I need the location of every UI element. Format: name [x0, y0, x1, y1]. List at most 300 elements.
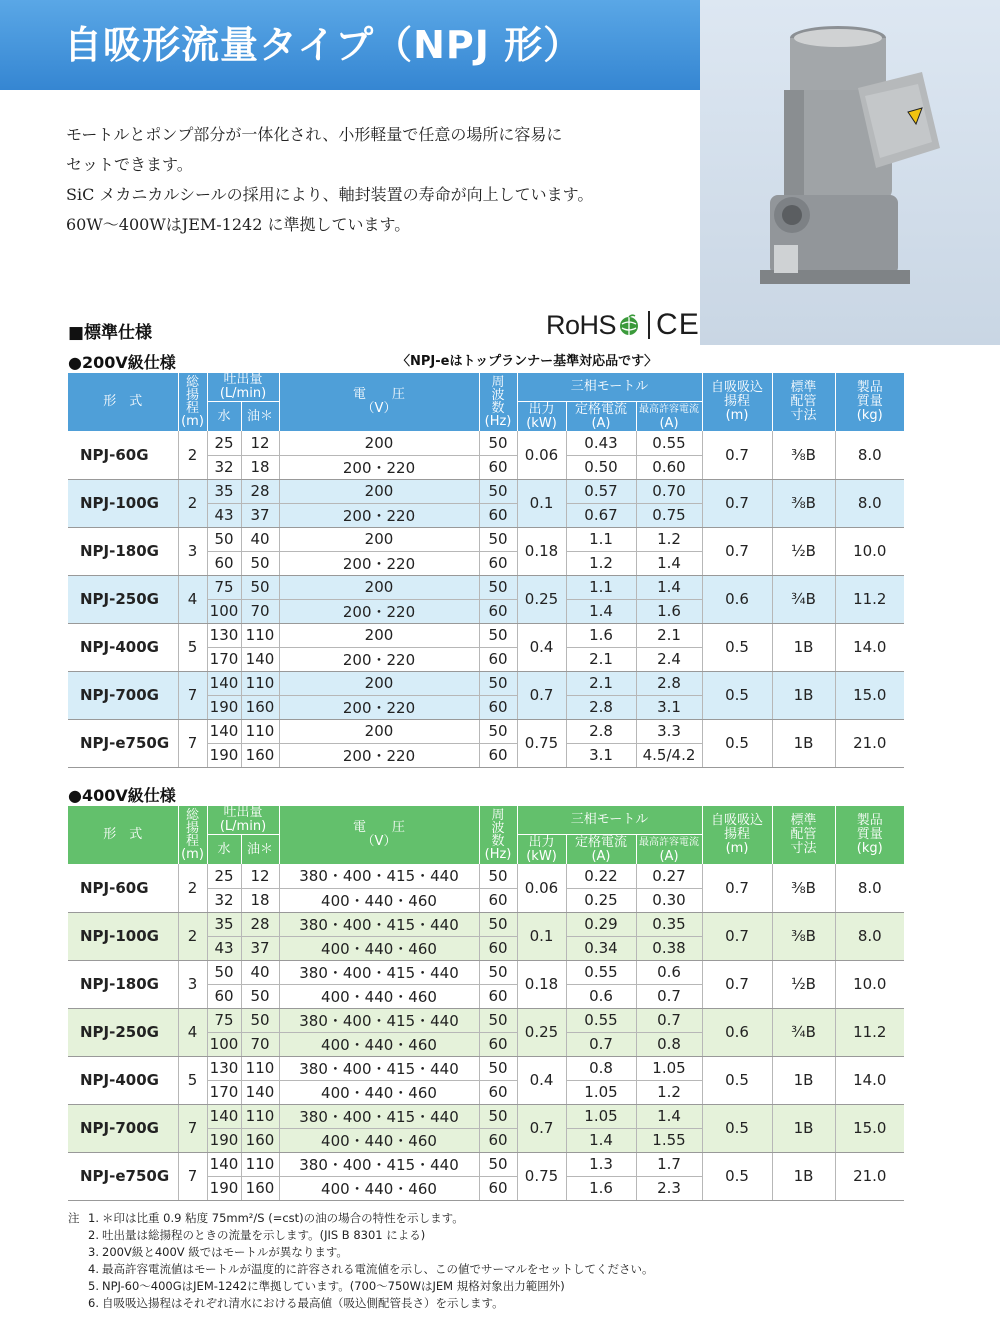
- max-current-cell: 0.35: [636, 912, 702, 936]
- oil-cell: 50: [241, 575, 279, 599]
- header-label: （V）: [361, 834, 397, 849]
- header-rated-current: [566, 402, 636, 432]
- mass-cell: 14.0: [835, 623, 904, 671]
- rated-current-cell: 1.6: [566, 1176, 636, 1200]
- mass-cell: 11.2: [835, 575, 904, 623]
- max-current-cell: 1.7: [636, 1152, 702, 1176]
- rated-current-cell: 1.2: [566, 551, 636, 575]
- oil-cell: 160: [241, 1176, 279, 1200]
- pump-image: [700, 0, 1000, 345]
- water-cell: 190: [207, 695, 241, 719]
- header-label: 出力: [528, 834, 555, 850]
- rated-current-cell: 1.1: [566, 575, 636, 599]
- oil-cell: 12: [241, 864, 279, 888]
- table-header: [68, 806, 904, 864]
- header-label: 周: [491, 808, 505, 823]
- rated-current-cell: 1.1: [566, 527, 636, 551]
- water-cell: 170: [207, 647, 241, 671]
- header-label: 寸法: [790, 408, 817, 423]
- frequency-cell: 50: [479, 479, 517, 503]
- water-cell: 35: [207, 479, 241, 503]
- header-suction: [702, 373, 772, 431]
- page-title: 自吸形流量タイプ（NPJ 形）: [64, 23, 583, 67]
- voltage-cell: 380・400・415・440: [279, 1104, 479, 1128]
- model-cell: NPJ-60G: [68, 431, 178, 479]
- mass-cell: 15.0: [835, 1104, 904, 1152]
- oil-cell: 28: [241, 479, 279, 503]
- model-cell: NPJ-e750G: [68, 719, 178, 767]
- header-label: (m): [181, 414, 204, 429]
- max-current-cell: 0.8: [636, 1032, 702, 1056]
- voltage-cell: 380・400・415・440: [279, 1152, 479, 1176]
- frequency-cell: 60: [479, 599, 517, 623]
- rated-current-cell: 2.1: [566, 671, 636, 695]
- mass-cell: 10.0: [835, 527, 904, 575]
- water-cell: 43: [207, 503, 241, 527]
- header-oil: [241, 402, 279, 432]
- footnote: [68, 1210, 654, 1227]
- output-cell: 0.75: [517, 719, 566, 767]
- table-row: [68, 623, 904, 647]
- max-current-cell: 1.2: [636, 1080, 702, 1104]
- head-cell: 7: [178, 719, 207, 767]
- model-cell: NPJ-400G: [68, 1056, 178, 1104]
- rated-current-cell: 0.55: [566, 1008, 636, 1032]
- max-current-cell: 0.60: [636, 455, 702, 479]
- table-body: [68, 864, 904, 1200]
- rated-current-cell: 0.55: [566, 960, 636, 984]
- water-cell: 35: [207, 912, 241, 936]
- header-label: (A): [591, 848, 611, 864]
- pipe-cell: ⅜B: [772, 479, 835, 527]
- footnote-number: 3.: [88, 1245, 99, 1259]
- max-current-cell: 0.70: [636, 479, 702, 503]
- rated-current-cell: 1.4: [566, 599, 636, 623]
- footnote: [68, 1278, 654, 1295]
- header-rated-current: [566, 835, 636, 865]
- frequency-cell: 60: [479, 1032, 517, 1056]
- suction-cell: 0.7: [702, 864, 772, 912]
- frequency-cell: 50: [479, 1056, 517, 1080]
- pipe-cell: ⅜B: [772, 431, 835, 479]
- header-max-current: [636, 835, 702, 865]
- head-cell: 4: [178, 1008, 207, 1056]
- oil-cell: 140: [241, 1080, 279, 1104]
- suction-cell: 0.6: [702, 575, 772, 623]
- header-vertical: [480, 376, 517, 428]
- oil-cell: 40: [241, 527, 279, 551]
- frequency-cell: 50: [479, 864, 517, 888]
- voltage-cell: 400・440・460: [279, 1128, 479, 1152]
- pipe-cell: ¾B: [772, 1008, 835, 1056]
- footnote-text: 吐出量は総揚程のときの流量を示します。(JIS B 8301 による): [102, 1228, 426, 1242]
- header-label: (m): [181, 847, 204, 862]
- frequency-cell: 60: [479, 1080, 517, 1104]
- footnote: [68, 1244, 654, 1261]
- title-banner: [0, 0, 712, 90]
- water-cell: 100: [207, 1032, 241, 1056]
- max-current-cell: 0.38: [636, 936, 702, 960]
- header-label: 程: [185, 834, 199, 849]
- suction-cell: 0.5: [702, 623, 772, 671]
- output-cell: 0.06: [517, 431, 566, 479]
- mass-cell: 8.0: [835, 864, 904, 912]
- voltage-cell: 200: [279, 623, 479, 647]
- header-pipe: [772, 806, 835, 864]
- oil-cell: 50: [241, 984, 279, 1008]
- voltage-cell: 200・220: [279, 551, 479, 575]
- spec-400v-heading: ●400V級仕様: [68, 786, 176, 805]
- output-cell: 0.25: [517, 575, 566, 623]
- frequency-cell: 50: [479, 1104, 517, 1128]
- output-cell: 0.18: [517, 527, 566, 575]
- footnote-number: 5.: [88, 1279, 99, 1293]
- head-cell: 2: [178, 864, 207, 912]
- header-label: 揚: [185, 388, 199, 403]
- oil-cell: 110: [241, 623, 279, 647]
- header-head: [178, 806, 207, 864]
- model-cell: NPJ-700G: [68, 671, 178, 719]
- table-row: [68, 1104, 904, 1128]
- mass-cell: 15.0: [835, 671, 904, 719]
- water-cell: 140: [207, 1152, 241, 1176]
- water-cell: 190: [207, 1128, 241, 1152]
- footnote-number: 4.: [88, 1262, 99, 1276]
- suction-cell: 0.5: [702, 719, 772, 767]
- max-current-cell: 4.5/4.2: [636, 743, 702, 767]
- water-cell: 100: [207, 599, 241, 623]
- max-current-cell: 2.3: [636, 1176, 702, 1200]
- footnote-text: 最高許容電流値はモートルが温度的に許容される電流値を示し、この値でサーマルをセットしてください。: [102, 1262, 654, 1276]
- rated-current-cell: 1.6: [566, 623, 636, 647]
- water-cell: 190: [207, 743, 241, 767]
- voltage-cell: 380・400・415・440: [279, 864, 479, 888]
- water-cell: 75: [207, 575, 241, 599]
- header-label: 最高許容電流: [639, 837, 699, 848]
- max-current-cell: 0.7: [636, 984, 702, 1008]
- output-cell: 0.1: [517, 479, 566, 527]
- frequency-cell: 50: [479, 719, 517, 743]
- max-current-cell: 0.6: [636, 960, 702, 984]
- oil-cell: 18: [241, 455, 279, 479]
- header-vertical: [179, 376, 207, 428]
- frequency-cell: 60: [479, 695, 517, 719]
- suction-cell: 0.5: [702, 1104, 772, 1152]
- rated-current-cell: 0.43: [566, 431, 636, 455]
- voltage-cell: 400・440・460: [279, 984, 479, 1008]
- water-cell: 170: [207, 1080, 241, 1104]
- table-row: [68, 671, 904, 695]
- header-label: (kg): [856, 408, 883, 423]
- table-row: [68, 527, 904, 551]
- pipe-cell: ⅜B: [772, 912, 835, 960]
- header-water: [207, 402, 241, 432]
- header-label: 質量: [856, 827, 883, 842]
- header-label: 製品: [856, 813, 883, 828]
- header-head: [178, 373, 207, 431]
- header-label: 三相モートル: [570, 379, 649, 394]
- header-label: (Hz): [484, 847, 512, 862]
- spec-table-400v: [68, 806, 904, 1201]
- voltage-cell: 200・220: [279, 503, 479, 527]
- header-vertical: [179, 809, 207, 861]
- header-label: 数: [491, 834, 505, 849]
- header-label: 配管: [790, 827, 817, 842]
- suction-cell: 0.5: [702, 671, 772, 719]
- rated-current-cell: 0.25: [566, 888, 636, 912]
- rated-current-cell: 2.8: [566, 719, 636, 743]
- header-label: 油＊: [246, 408, 273, 424]
- voltage-cell: 400・440・460: [279, 888, 479, 912]
- rohs-logo: RoHS: [546, 309, 617, 340]
- rated-current-cell: 0.29: [566, 912, 636, 936]
- water-cell: 130: [207, 1056, 241, 1080]
- pump-photo: [700, 0, 1000, 345]
- oil-cell: 37: [241, 503, 279, 527]
- mass-cell: 14.0: [835, 1056, 904, 1104]
- head-cell: 3: [178, 527, 207, 575]
- voltage-cell: 200: [279, 431, 479, 455]
- output-cell: 0.4: [517, 1056, 566, 1104]
- header-label: 質量: [856, 394, 883, 409]
- table-row: [68, 719, 904, 743]
- mass-cell: 10.0: [835, 960, 904, 1008]
- pipe-cell: 1B: [772, 719, 835, 767]
- header-label: 寸法: [790, 841, 817, 856]
- oil-cell: 110: [241, 1104, 279, 1128]
- max-current-cell: 0.7: [636, 1008, 702, 1032]
- frequency-cell: 50: [479, 912, 517, 936]
- oil-cell: 110: [241, 1056, 279, 1080]
- table-row: [68, 431, 904, 455]
- header-label: (L/min): [219, 386, 267, 401]
- header-label: 水: [217, 841, 231, 857]
- header-frequency: [479, 373, 517, 431]
- frequency-cell: 50: [479, 671, 517, 695]
- table-body: [68, 431, 904, 767]
- header-label: (kW): [526, 848, 557, 864]
- header-label: 自吸吸込: [711, 380, 764, 395]
- header-frequency: [479, 806, 517, 864]
- suction-cell: 0.7: [702, 912, 772, 960]
- head-cell: 2: [178, 912, 207, 960]
- model-cell: NPJ-400G: [68, 623, 178, 671]
- water-cell: 140: [207, 671, 241, 695]
- pipe-cell: ⅜B: [772, 864, 835, 912]
- table-row: [68, 1008, 904, 1032]
- header-label: 電 圧: [352, 387, 405, 402]
- table-row: [68, 912, 904, 936]
- voltage-cell: 200: [279, 575, 479, 599]
- frequency-cell: 50: [479, 1008, 517, 1032]
- frequency-cell: 60: [479, 551, 517, 575]
- rated-current-cell: 0.7: [566, 1032, 636, 1056]
- frequency-cell: 50: [479, 431, 517, 455]
- voltage-cell: 200: [279, 671, 479, 695]
- header-label: (kW): [526, 415, 557, 431]
- compliance-logos: [546, 305, 700, 345]
- intro-text: [66, 120, 686, 240]
- header-label: (m): [725, 841, 749, 856]
- suction-cell: 0.7: [702, 960, 772, 1008]
- header-model: [68, 373, 178, 431]
- header-discharge: [207, 806, 279, 835]
- water-cell: 32: [207, 455, 241, 479]
- pipe-cell: ¾B: [772, 575, 835, 623]
- intro-line: 60W～400WはJEM-1242 に準拠しています。: [66, 215, 411, 234]
- table-row: [68, 1152, 904, 1176]
- rated-current-cell: 1.3: [566, 1152, 636, 1176]
- header-discharge: [207, 373, 279, 402]
- table-row: [68, 575, 904, 599]
- header-label: 標準: [790, 813, 817, 828]
- header-motor: [517, 806, 702, 835]
- frequency-cell: 60: [479, 1176, 517, 1200]
- header-label: 形 式: [103, 394, 143, 409]
- head-cell: 2: [178, 479, 207, 527]
- frequency-cell: 60: [479, 1128, 517, 1152]
- oil-cell: 28: [241, 912, 279, 936]
- rated-current-cell: 2.1: [566, 647, 636, 671]
- header-oil: [241, 835, 279, 865]
- oil-cell: 110: [241, 1152, 279, 1176]
- mass-cell: 8.0: [835, 479, 904, 527]
- header-label: 数: [491, 401, 505, 416]
- head-cell: 7: [178, 1104, 207, 1152]
- oil-cell: 70: [241, 599, 279, 623]
- pipe-cell: 1B: [772, 1104, 835, 1152]
- table-row: [68, 479, 904, 503]
- model-cell: NPJ-180G: [68, 527, 178, 575]
- frequency-cell: 60: [479, 984, 517, 1008]
- frequency-cell: 50: [479, 960, 517, 984]
- header-mass: [835, 806, 904, 864]
- intro-line: SiC メカニカルシールの採用により、軸封装置の寿命が向上しています。: [66, 185, 594, 204]
- footnote-text: 200V級と400V 級ではモートルが異なります。: [102, 1245, 348, 1259]
- header-label: 揚程: [724, 827, 751, 842]
- output-cell: 0.1: [517, 912, 566, 960]
- header-label: 程: [185, 401, 199, 416]
- footnote-text: ＊印は比重 0.9 粘度 75mm²/S (=cst)の油の場合の特性を示します。: [102, 1211, 464, 1225]
- voltage-cell: 400・440・460: [279, 936, 479, 960]
- header-suction: [702, 806, 772, 864]
- output-cell: 0.7: [517, 671, 566, 719]
- spec-200v-heading: ●200V級仕様: [68, 353, 176, 372]
- oil-cell: 110: [241, 671, 279, 695]
- max-current-cell: 0.30: [636, 888, 702, 912]
- footnote: [68, 1295, 654, 1312]
- head-cell: 4: [178, 575, 207, 623]
- rated-current-cell: 3.1: [566, 743, 636, 767]
- frequency-cell: 60: [479, 936, 517, 960]
- header-label: 揚程: [724, 394, 751, 409]
- header-voltage: [279, 806, 479, 864]
- suction-cell: 0.5: [702, 1152, 772, 1200]
- max-current-cell: 2.4: [636, 647, 702, 671]
- oil-cell: 160: [241, 695, 279, 719]
- rated-current-cell: 0.8: [566, 1056, 636, 1080]
- standard-spec-heading: ■標準仕様: [68, 323, 153, 343]
- model-cell: NPJ-100G: [68, 479, 178, 527]
- output-cell: 0.7: [517, 1104, 566, 1152]
- output-cell: 0.18: [517, 960, 566, 1008]
- water-cell: 25: [207, 431, 241, 455]
- footnote: [68, 1227, 654, 1244]
- header-mass: [835, 373, 904, 431]
- header-label: 出力: [528, 401, 555, 417]
- npj-e-note: 〈NPJ-eはトップランナー基準対応品です〉: [397, 354, 658, 369]
- pipe-cell: 1B: [772, 1056, 835, 1104]
- max-current-cell: 1.05: [636, 1056, 702, 1080]
- suction-cell: 0.7: [702, 431, 772, 479]
- mass-cell: 8.0: [835, 431, 904, 479]
- model-cell: NPJ-250G: [68, 1008, 178, 1056]
- voltage-cell: 400・440・460: [279, 1080, 479, 1104]
- rated-current-cell: 0.22: [566, 864, 636, 888]
- pipe-cell: 1B: [772, 1152, 835, 1200]
- frequency-cell: 60: [479, 647, 517, 671]
- footnote-number: 6.: [88, 1296, 99, 1310]
- footnote-number: 1.: [88, 1211, 99, 1225]
- mass-cell: 21.0: [835, 719, 904, 767]
- header-pipe: [772, 373, 835, 431]
- header-label: (m): [725, 408, 749, 423]
- output-cell: 0.25: [517, 1008, 566, 1056]
- header-voltage: [279, 373, 479, 431]
- frequency-cell: 60: [479, 503, 517, 527]
- frequency-cell: 50: [479, 623, 517, 647]
- max-current-cell: 0.27: [636, 864, 702, 888]
- suction-cell: 0.7: [702, 479, 772, 527]
- mass-cell: 8.0: [835, 912, 904, 960]
- header-label: 三相モートル: [570, 812, 649, 827]
- intro-line: モートルとポンプ部分が一体化され、小形軽量で任意の場所に容易に: [66, 125, 563, 144]
- rated-current-cell: 0.34: [566, 936, 636, 960]
- suction-cell: 0.6: [702, 1008, 772, 1056]
- footnote-text: NPJ-60～400GはJEM-1242に準拠しています。(700～750WはJEM 規格対象出力範囲外): [102, 1279, 565, 1293]
- footnote-number: 2.: [88, 1228, 99, 1242]
- table-header: [68, 373, 904, 431]
- voltage-cell: 200: [279, 527, 479, 551]
- header-label: 製品: [856, 380, 883, 395]
- max-current-cell: 0.75: [636, 503, 702, 527]
- header-label: 吐出量: [223, 373, 263, 387]
- header-label: 自吸吸込: [711, 813, 764, 828]
- oil-cell: 70: [241, 1032, 279, 1056]
- header-label: 総: [185, 808, 199, 823]
- oil-cell: 160: [241, 743, 279, 767]
- footnotes: [68, 1210, 654, 1312]
- pipe-cell: 1B: [772, 623, 835, 671]
- mass-cell: 11.2: [835, 1008, 904, 1056]
- intro-line: セットできます。: [66, 155, 193, 174]
- frequency-cell: 60: [479, 888, 517, 912]
- header-label: 総: [185, 375, 199, 390]
- max-current-cell: 1.4: [636, 551, 702, 575]
- rated-current-cell: 0.57: [566, 479, 636, 503]
- pipe-cell: ½B: [772, 960, 835, 1008]
- header-label: 揚: [185, 821, 199, 836]
- ce-logo: CE: [656, 308, 700, 341]
- head-cell: 5: [178, 623, 207, 671]
- water-cell: 50: [207, 527, 241, 551]
- header-label: 波: [491, 388, 505, 403]
- voltage-cell: 200・220: [279, 695, 479, 719]
- pipe-cell: 1B: [772, 671, 835, 719]
- max-current-cell: 1.2: [636, 527, 702, 551]
- mass-cell: 21.0: [835, 1152, 904, 1200]
- header-model: [68, 806, 178, 864]
